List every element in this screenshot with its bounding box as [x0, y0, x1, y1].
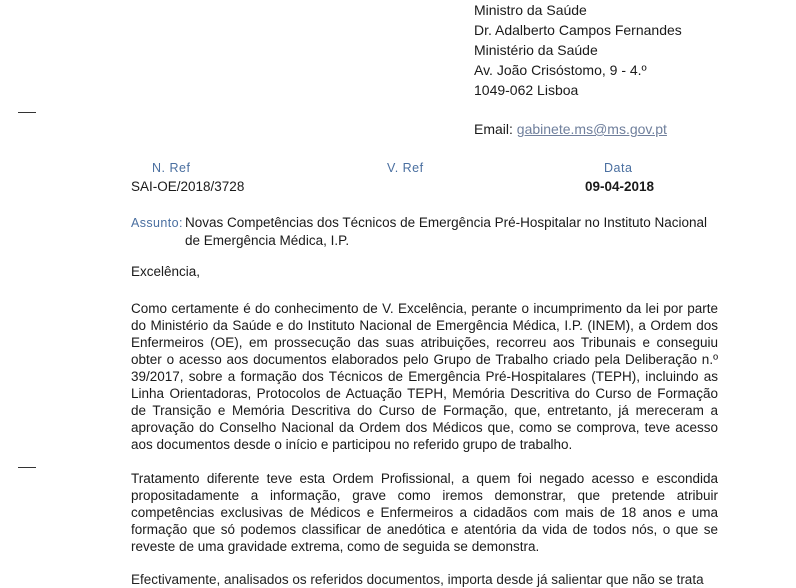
- date-value: 09-04-2018: [585, 179, 655, 194]
- our-ref-value: SAI-OE/2018/3728: [131, 179, 245, 194]
- email-link[interactable]: gabinete.ms@ms.gov.pt: [516, 121, 667, 137]
- your-ref-label: V. Ref: [387, 161, 424, 175]
- date-label: Data: [604, 161, 633, 175]
- email-label: Email:: [474, 121, 513, 137]
- recipient-street: Av. João Crisóstomo, 9 - 4.º: [474, 62, 647, 78]
- subject-text: Novas Competências dos Técnicos de Emergência Pré-Hospitalar no Instituto Nacional de Emergência Médica, I.P.: [185, 215, 708, 248]
- body-paragraph-cut: Efectivamente, analisados os referidos documentos, importa desde já salientar que não se trata: [131, 572, 704, 587]
- our-ref-label: N. Ref: [152, 161, 191, 175]
- recipient-email-row: [474, 119, 682, 139]
- body-paragraph: Tratamento diferente teve esta Ordem Profissional, a quem foi negado acesso e escondida propositadamente a informação, grave como iremos demonstrar, que pretende atribuir competências exclusivas de Médicos e Enfermeiros a cidadãos com mais de 18 anos e uma formação que só podemos classificar de anedótica e atentória da vida de todos nós, o que se reveste de uma gravidade extrema, como de seguida se demonstra.: [131, 471, 718, 554]
- recipient-postal: 1049-062 Lisboa: [474, 82, 579, 98]
- fold-mark: [18, 467, 36, 468]
- salutation: Excelência,: [131, 264, 201, 279]
- body-paragraph: Como certamente é do conhecimento de V. Excelência, perante o incumprimento da lei por parte do Ministério da Saúde e do Instituto Nacional de Emergência Médica, I.P. (INEM), a Ordem dos Enfermeiros (OE), em prossecução das suas atribuições, recorreu aos Tribunais e conseguiu obter o acesso aos documentos elaborados pelo Grupo de Trabalho criado pela Deliberação n.º 39/2017, sobre a formação dos Técnicos de Emergência Pré-Hospitalares (TEPH), incluindo as Linha Orientadoras, Protocolos de Actuação TEPH, Memória Descritiva do Curso de Formação de Transição e Memória Descritiva do Curso de Formação, que, entretanto, já mereceram a aprovação do Conselho Nacional da Ordem dos Médicos que, como se comprova, teve acesso aos documentos desde o início e participou no referido grupo de trabalho.: [131, 301, 718, 452]
- recipient-title: Ministro da Saúde: [474, 2, 587, 18]
- recipient-name: Dr. Adalberto Campos Fernandes: [474, 22, 682, 38]
- fold-mark: [18, 112, 36, 113]
- subject-block: [131, 214, 711, 248]
- recipient-organization: Ministério da Saúde: [474, 42, 598, 58]
- subject-label: Assunto:: [131, 216, 183, 230]
- recipient-address-block: [474, 0, 682, 139]
